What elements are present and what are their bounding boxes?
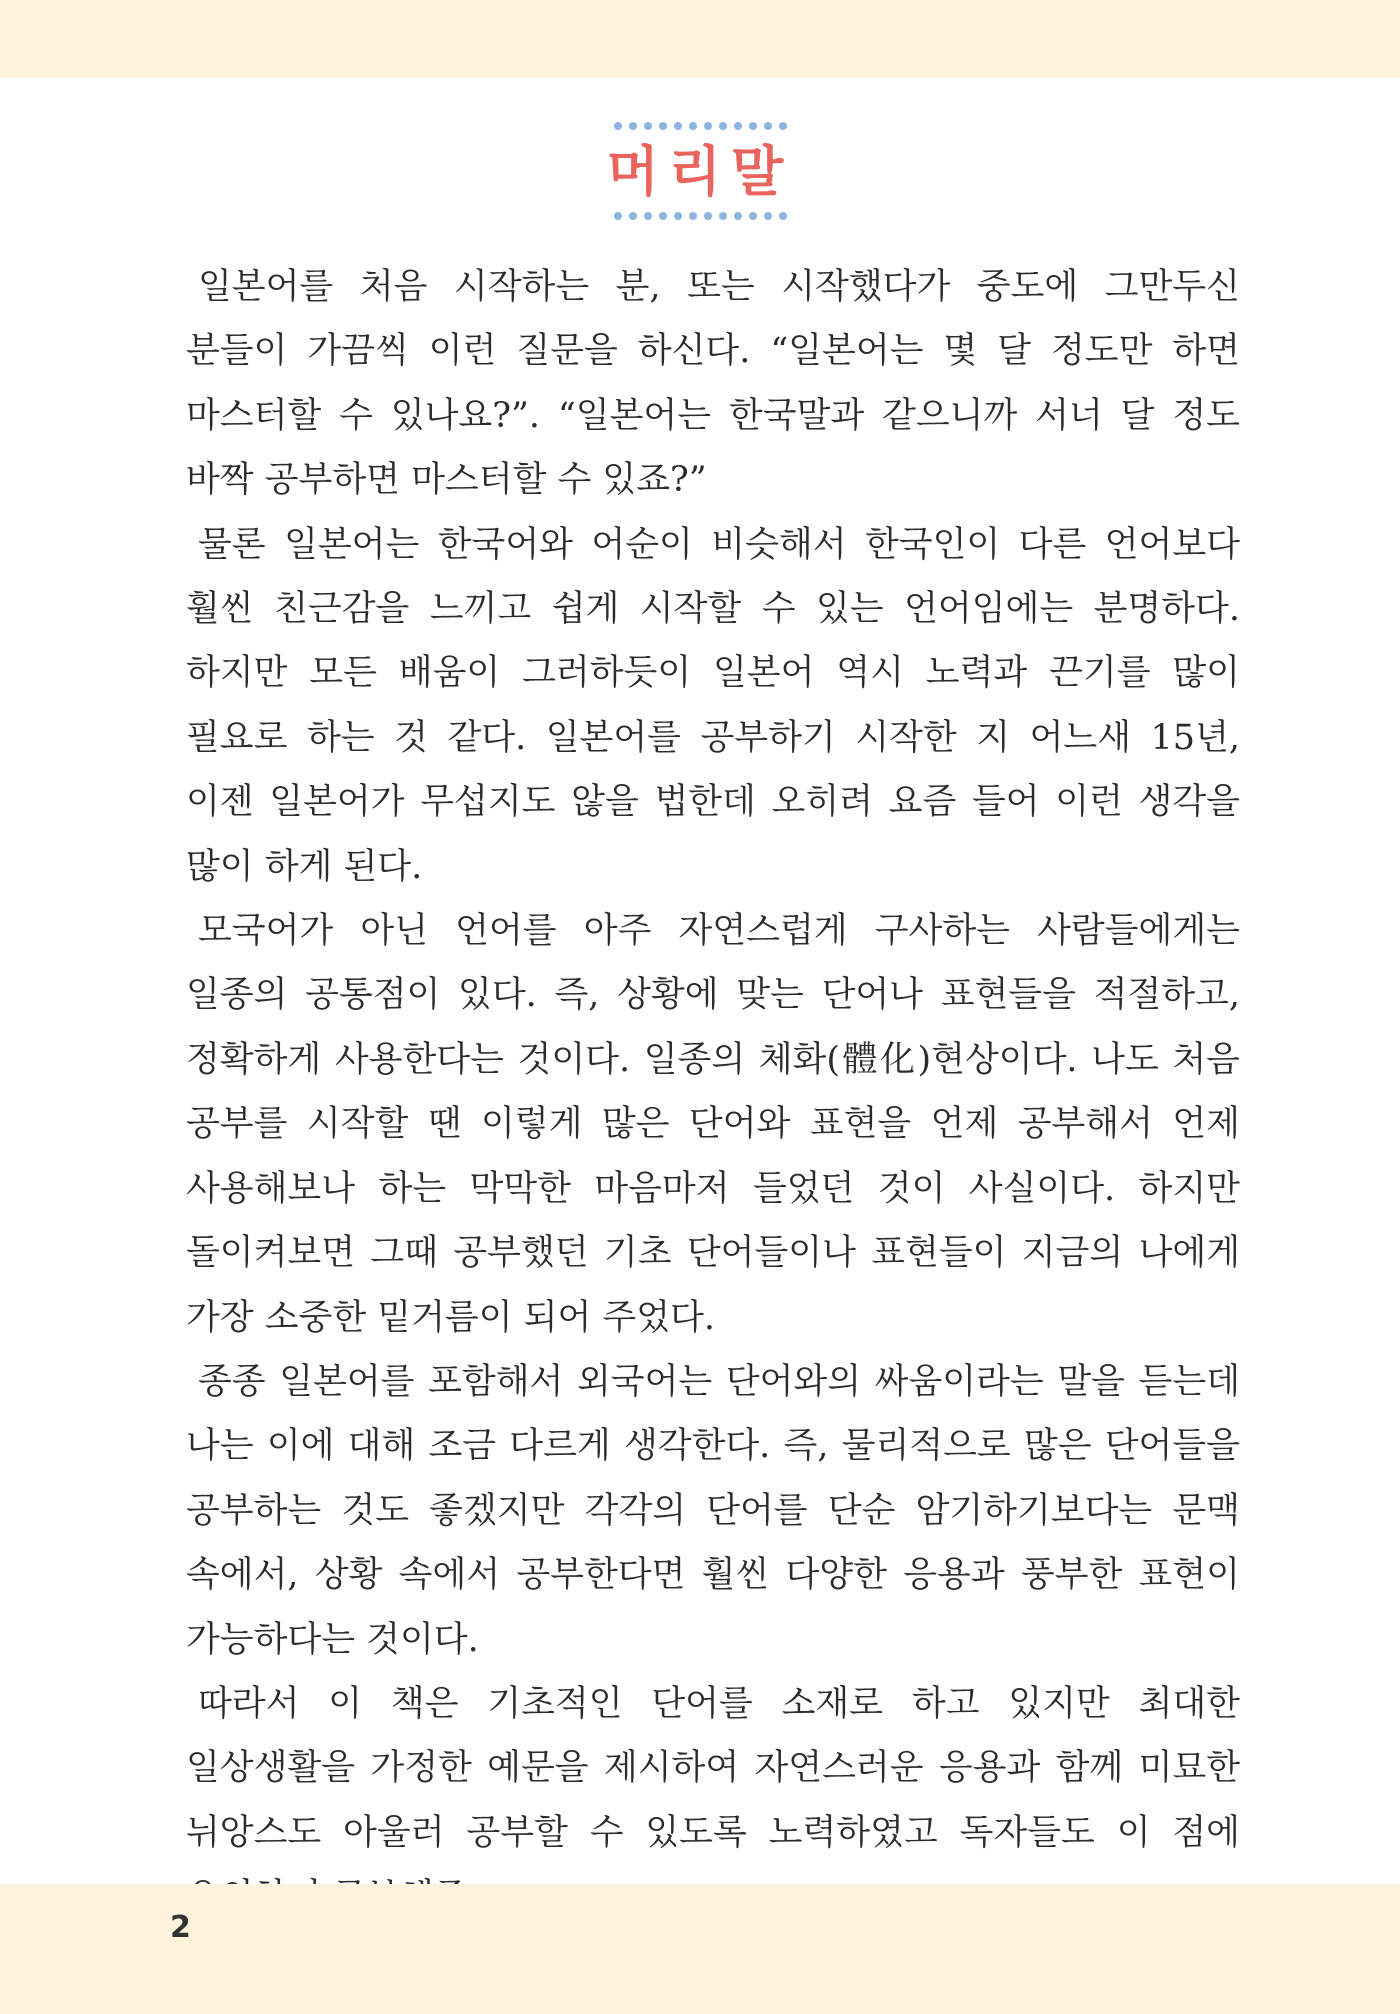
bottom-footer-band: [0, 1884, 1400, 2014]
decorative-dot: [614, 212, 622, 220]
paragraph-1: 일본어를 처음 시작하는 분, 또는 시작했다가 중도에 그만두신 분들이 가끔씩 이런 질문을 하신다. “일본어는 몇 달 정도만 하면 마스터할 수 있나요?”. “일본어는 한국말과 같으니까 서너 달 정도 바짝 공부하면 마스터할 수 있죠?”: [186, 267, 1240, 501]
decorative-dot: [674, 122, 682, 130]
paragraph-2: 물론 일본어는 한국어와 어순이 비슷해서 한국인이 다른 언어보다 훨씬 친근감을 느끼고 쉽게 시작할 수 있는 언어임에는 분명하다. 하지만 모든 배움이 그러하듯이 일본어 역시 노력과 끈기를 많이 필요로 하는 것 같다. 일본어를 공부하기 시작한 지 어느새 15년, 이젠 일본어가 무섭지도 않을 법한데 오히려 요즘 들어 이런 생각을 많이 하게 된다.: [186, 524, 1240, 887]
decorative-dot: [779, 122, 787, 130]
decorative-dot: [779, 212, 787, 220]
decorative-dot: [764, 212, 772, 220]
decorative-dot: [749, 212, 757, 220]
decorative-dot: [614, 122, 622, 130]
decorative-dot: [719, 212, 727, 220]
decorative-dot: [644, 122, 652, 130]
decorative-dot: [734, 212, 742, 220]
decorative-dot: [734, 122, 742, 130]
paragraph-4: 종종 일본어를 포함해서 외국어는 단어와의 싸움이라는 말을 듣는데 나는 이에 대해 조금 다르게 생각한다. 즉, 물리적으로 많은 단어들을 공부하는 것도 좋겠지만 각각의 단어를 단순 암기하기보다는 문맥 속에서, 상황 속에서 공부한다면 훨씬 다양한 응용과 풍부한 표현이 가능하다는 것이다.: [186, 1361, 1240, 1660]
title-block: [0, 122, 1400, 220]
decorative-dot: [689, 122, 697, 130]
decorative-dot: [749, 122, 757, 130]
decorative-dot: [629, 212, 637, 220]
page-title: 머리말: [606, 140, 794, 203]
title-dots-top: [614, 122, 787, 130]
top-header-band: [0, 0, 1400, 78]
decorative-dot: [719, 122, 727, 130]
decorative-dot: [704, 212, 712, 220]
decorative-dot: [629, 122, 637, 130]
decorative-dot: [704, 122, 712, 130]
decorative-dot: [659, 212, 667, 220]
paragraph-5: 따라서 이 책은 기초적인 단어를 소재로 하고 있지만 최대한 일상생활을 가정한 예문을 제시하여 자연스러운 응용과 함께 미묘한 뉘앙스도 아울러 공부할 수 있도록 노력하였고 독자들도 이 점에: [186, 1683, 1240, 1853]
decorative-dot: [674, 212, 682, 220]
title-dots-bottom: [614, 212, 787, 220]
decorative-dot: [689, 212, 697, 220]
paragraph-3: 모국어가 아닌 언어를 아주 자연스럽게 구사하는 사람들에게는 일종의 공통점이 있다. 즉, 상황에 맞는 단어나 표현들을 적절하고, 정확하게 사용한다는 것이다. 일종의 체화(體化)현상이다. 나도 처음 공부를 시작할 땐 이렇게 많은 단어와 표현을 언제 공부해서 언제 사용해보나 하는 막막한 마음마저 들었던 것이 사실이다. 하지만 돌이켜보면 그때 공부했던 기초 단어들이나 표현들이 지금의 나에게 가장 소중한 밑거름이 되어 주었다.: [186, 911, 1240, 1338]
decorative-dot: [644, 212, 652, 220]
decorative-dot: [764, 122, 772, 130]
decorative-dot: [659, 122, 667, 130]
preface-body: [186, 255, 1240, 1930]
page-number: 2: [170, 1910, 191, 1945]
